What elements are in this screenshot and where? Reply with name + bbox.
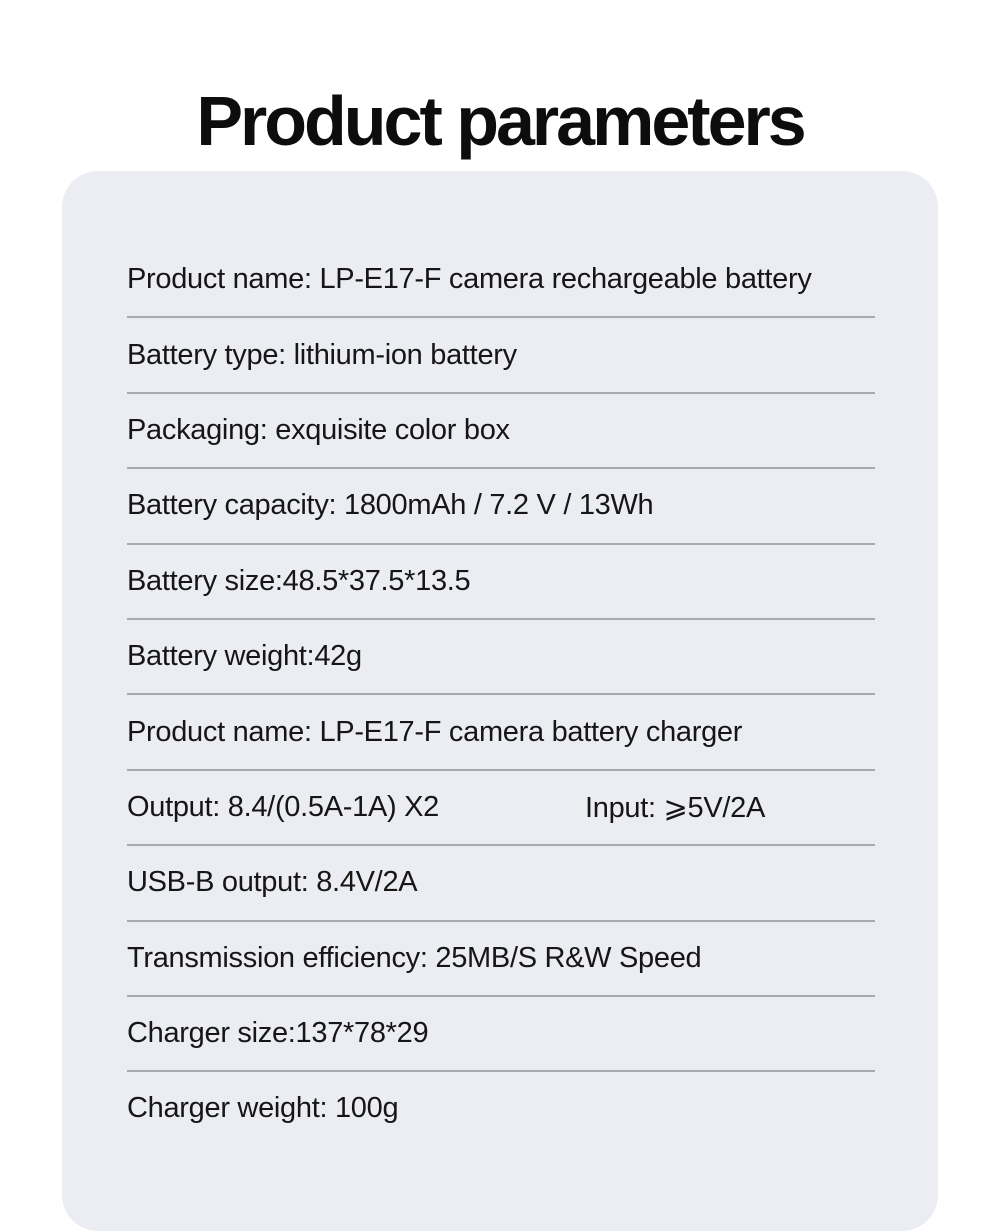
spec-row	[127, 771, 875, 846]
spec-row	[127, 1072, 875, 1145]
spec-text: Product name: LP-E17-F camera battery charger	[127, 715, 743, 748]
spec-row	[127, 318, 875, 393]
page-title: Product parameters	[196, 81, 804, 160]
spec-text: Charger size:137*78*29	[127, 1017, 429, 1050]
spec-row	[127, 469, 875, 544]
spec-text: Battery weight:42g	[127, 640, 362, 673]
spec-row	[127, 846, 875, 921]
spec-text: Output: 8.4/(0.5A-1A) X2	[127, 790, 439, 823]
spec-row	[127, 997, 875, 1072]
spec-text: USB-B output: 8.4V/2A	[127, 866, 418, 899]
spec-text: Packaging: exquisite color box	[127, 413, 510, 446]
spec-text: Product name: LP-E17-F camera rechargeable battery	[127, 263, 812, 296]
spec-row	[127, 243, 875, 318]
spec-text: Battery type: lithium-ion battery	[127, 338, 517, 371]
spec-text: Battery size:48.5*37.5*13.5	[127, 564, 471, 597]
spec-text-secondary: Input: ⩾5V/2A	[585, 791, 766, 824]
spec-row	[127, 545, 875, 620]
spec-rows-list	[127, 243, 875, 1146]
spec-row	[127, 922, 875, 997]
spec-text: Transmission efficiency: 25MB/S R&W Speed	[127, 941, 702, 974]
spec-row	[127, 620, 875, 695]
spec-text: Charger weight: 100g	[127, 1092, 399, 1125]
spec-text: Battery capacity: 1800mAh / 7.2 V / 13Wh	[127, 489, 654, 522]
spec-row	[127, 695, 875, 770]
spec-row	[127, 394, 875, 469]
spec-card	[62, 171, 938, 1231]
